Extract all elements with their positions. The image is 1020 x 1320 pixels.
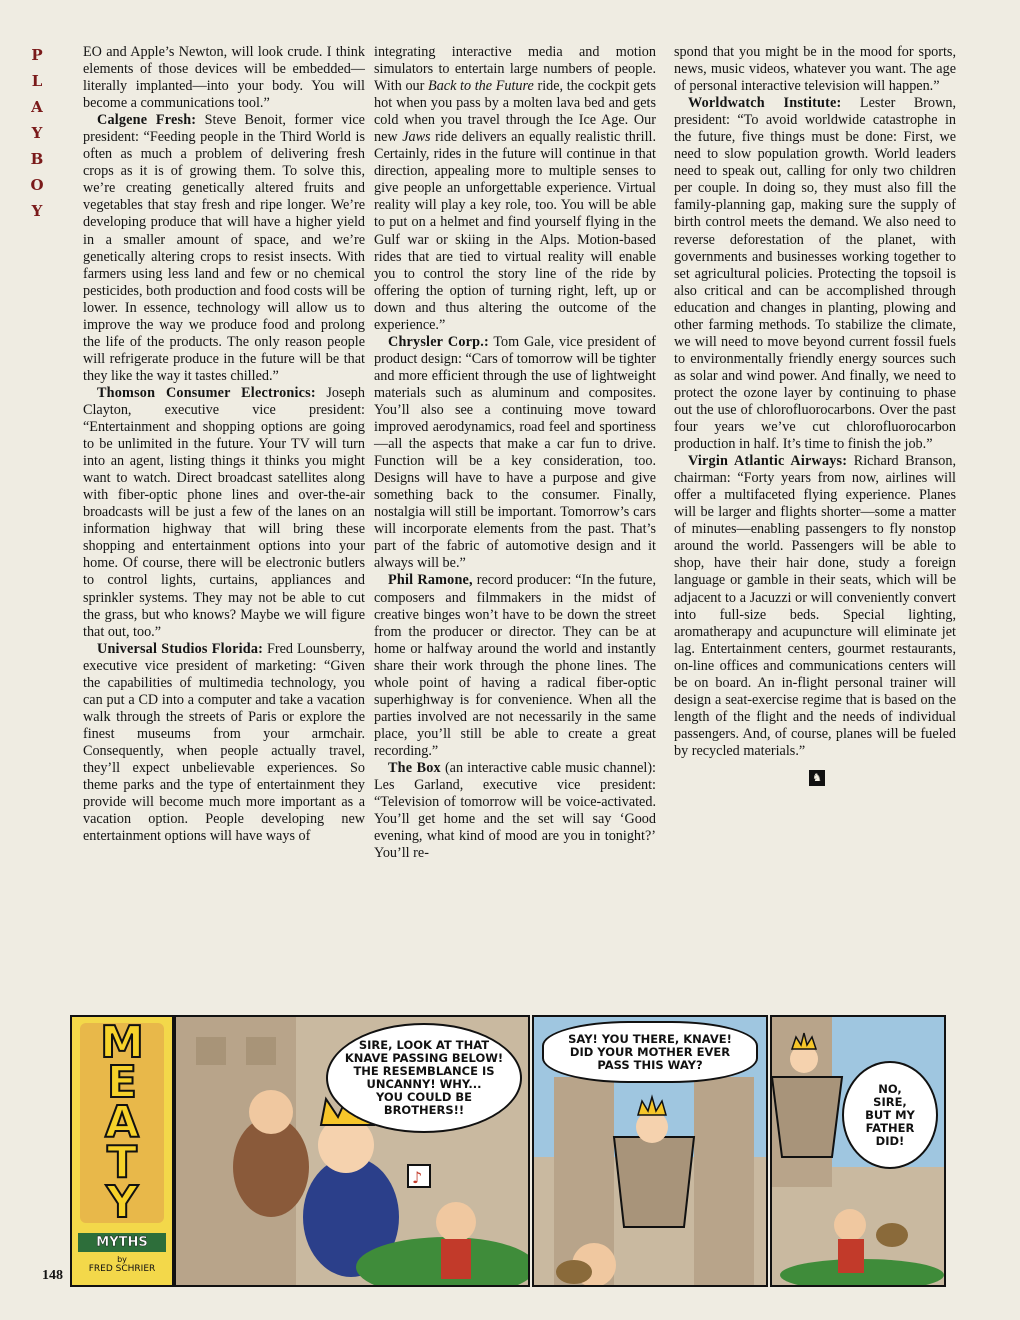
paragraph-body: Joseph Clayton, executive vice president: “Entertainment and shopping options are going to be unlimited in the future. Your TV will turn into an agent, listing things it thinks you might want to watch. Direct broadcast satellites along with fiber-optic phone lines and over-the-air broadcasts will be just a few of the lanes on an information highway that will bring these shopping and entertainment options into your home. Of course, there will be electronic butlers to control lights, curtains, appliances and sprinkler systems. They may not be able to cut the grass, but who knows? Maybe we will figure that out, too.” (83, 384, 365, 640)
battlement (246, 1037, 276, 1065)
king-head (636, 1111, 668, 1143)
text-column-middle (374, 44, 656, 862)
comic-title-panel (70, 1015, 174, 1287)
paragraph-body: Fred Lounsberry, executive vice president of marketing: “Given the capabilities of multimedia technology, you can put a CD into a computer and take a vacation walk through the streets of Paris or explore the finest museums from your armchair. Consequently, when people actually travel, they’ll expect unbelievable experiences. So theme parks and the type of entertainment they provide will become much more important as a vacation option. People developing new entertainment options will have ways of (83, 640, 365, 845)
page-number: 148 (42, 1268, 63, 1283)
comic-panel-1 (174, 1015, 530, 1287)
paragraph-body: Tom Gale, vice president of product design: “Cars of tomorrow will be tighter and more efficient through the use of lightweight materials such as aluminum and composites. You’ll also see a continuing move toward improved aerodynamics, road feel and sportiness—all the aspects that make a car fun to drive. Function will be a key consideration, too. Designs will have to have a purpose and give something back to the consumer. Finally, nostalgia will still be important. Tomorrow’s cars will incorporate elements from the past. That’s part of the fabric of automotive design and it always will be.” (374, 333, 656, 572)
speech-balloon: SAY! YOU THERE, KNAVE! DID YOUR MOTHER EVER PASS THIS WAY? (542, 1021, 758, 1083)
paragraph (374, 44, 656, 334)
lead-in: Universal Studios Florida: (97, 640, 264, 657)
knave-head (834, 1209, 866, 1241)
music-note-icon: ♪ (412, 1168, 423, 1187)
magazine-name-vertical: P L A Y B O Y (30, 46, 44, 220)
balcony (614, 1137, 694, 1227)
sack (876, 1223, 908, 1247)
lead-in: Thomson Consumer Electronics: (97, 384, 316, 401)
ride-title: Jaws (402, 129, 431, 146)
paragraph: EO and Apple’s Newton, will look crude. I think elements of those devices will be embedded—literally implanted—into your body. You will become a communications tool.” (83, 44, 365, 112)
comic-panel-3 (770, 1015, 946, 1287)
paragraph-calgene (83, 112, 365, 385)
paragraph-chrysler (374, 334, 656, 573)
comic-credit (78, 1255, 166, 1274)
lead-in: Chrysler Corp.: (388, 333, 489, 350)
comic-panel-2 (532, 1015, 768, 1287)
knave-body (838, 1239, 864, 1273)
end-mark (674, 766, 956, 786)
paragraph-body: Richard Branson, chairman: “Forty years from now, airlines will offer a multifaceted flying experience. Planes will be larger and flights shorter—some a matter of minutes—enabling passengers to fly nonstop around the world. Passengers will be able to shop, have their hair done, study a foreign language or gamble in their seats, which will be adjacent to a Jacuzzi or will conveniently convert into full-size beds. Special lighting, aromatherapy and acupuncture will eliminate jet lag. Entertainment centers, gourmet restaurants, on-line offices and communications centers will be on board. An in-flight personal trainer will design a seat-exercise regime that is based on the length of the flight and the needs of individual passengers. And, of course, planes will be fueled by recycled materials.” (674, 453, 957, 759)
comic-strip (70, 1015, 945, 1285)
paragraph-body: integrating interactive media and motion simulators to entertain large numbers of people. With our (374, 44, 656, 95)
castle-tower-right (694, 1077, 754, 1285)
lead-in: The Box (388, 759, 441, 776)
sack (556, 1260, 592, 1284)
lead-in: Worldwatch Institute: (688, 95, 842, 112)
comic-title: M E A T Y (80, 1023, 164, 1223)
credit-author: FRED SCHRIER (88, 1264, 156, 1274)
knave-head (436, 1202, 476, 1242)
battlement (196, 1037, 226, 1065)
paragraph-thebox (374, 760, 656, 862)
lead-in: Calgene Fresh: (97, 112, 197, 129)
credit-by: by (117, 1255, 127, 1264)
balcony (772, 1077, 842, 1157)
knave-body (441, 1239, 471, 1279)
paragraph-body: Lester Brown, president: “To avoid worldwide catastrophe in the future, five things must be done: First, we need to slow population growth. World leaders need to speak out, calling for only two children per couple. In doing so, they must also fill the family-planning gap, making sure the supply of birth control meets the demand. We also need to reverse deforestation of the planet, with governments and businesses working together to set agricultural policies. Protecting the topsoil is also critical and can be accomplished through education and changes in planting, plowing and other farming methods. To stabilize the climate, we will need to move beyond current fossil fuels to environmentally friendly energy sources such as solar and wind power. And finally, we need to protect the ozone layer by continuing to phase out the use of chlorofluorocarbons. Over the past four years we’ve cut chlorofluorocarbon production in half. It’s time to finish the job.” (674, 95, 956, 453)
ride-title: Back to the Future (428, 78, 534, 95)
text-column-right (674, 44, 956, 786)
paragraph-body: ride delivers an equally realistic thrill. Certainly, rides in the future will continue in that direction, appealing more to multiple senses to give people an unforgettable experience. Virtual reality will play a key role, too. You will be able to put on a helmet and find yourself flying in the Gulf war or skiing in the Alps. Motion-based rides that are tied to virtual reality will enable you to control the story line of the ride by offering the option of turning right, left, up or down and thus altering the outcome of the experience.” (374, 129, 656, 333)
text-column-left (83, 44, 365, 845)
rabbit-head-icon: ♞ (809, 770, 825, 786)
paragraph-body: record producer: “In the future, composers and filmmakers in the midst of creative binges won’t have to be down the street from the producer or director. They can be at home or halfway around the world and instantly share their work through the phone lines. The whole point of having a radical fiber-optic superhighway is for convenience. When all the parties involved are not necessarily in the same place, you’ll still be able to create a great recording.” (374, 572, 656, 759)
crown-icon (638, 1097, 666, 1115)
paragraph-virgin (674, 453, 956, 760)
paragraph-universal (83, 641, 365, 846)
paragraph-ramone (374, 572, 656, 760)
lead-in: Phil Ramone, (388, 572, 473, 589)
paragraph-thomson (83, 385, 365, 641)
speech-balloon: NO, SIRE, BUT MY FATHER DID! (842, 1061, 938, 1169)
speech-balloon: SIRE, LOOK AT THAT KNAVE PASSING BELOW! THE RESEMBLANCE IS UNCANNY! WHY... YOU COULD BE BROTHERS!! (326, 1023, 522, 1133)
paragraph: spond that you might be in the mood for sports, news, music videos, whatever you want. The age of personal interactive television will happen.” (674, 44, 956, 95)
advisor-head (249, 1090, 293, 1134)
comic-subtitle: MYTHS (78, 1233, 166, 1252)
paragraph-body: Steve Benoit, former vice president: “Feeding people in the Third World is often as much a problem of delivering fresh crops as it is of growing them. To solve this, we’re creating genetically altered fruits and vegetables that stay fresh and ripe longer. We’re developing produce that will have a higher yield in a smaller amount of space, and we’re genetically altering crops to resist insects. With farmers using less land and few or no chemical pesticides, both production and food costs will be lower. In essence, technology will allow us to improve the way we produce food and prolong the life of the products. The only reason people will refrigerate produce in the future will be that they like the way it tastes chilled.” (83, 112, 365, 384)
paragraph-worldwatch (674, 95, 956, 453)
paragraph-body: ride, the cockpit gets hot when you pass by a molten lava bed and gets cold when you travel through the Ice Age. Our new (374, 78, 656, 146)
lead-in: Virgin Atlantic Airways: (688, 453, 848, 470)
paragraph-body: (an interactive cable music channel): Les Garland, executive vice president: “Television of tomorrow will be voice-activated. You’ll get home and the set will say ‘Good evening, what kind of mood are you in tonight?’ You’ll re- (374, 759, 656, 862)
